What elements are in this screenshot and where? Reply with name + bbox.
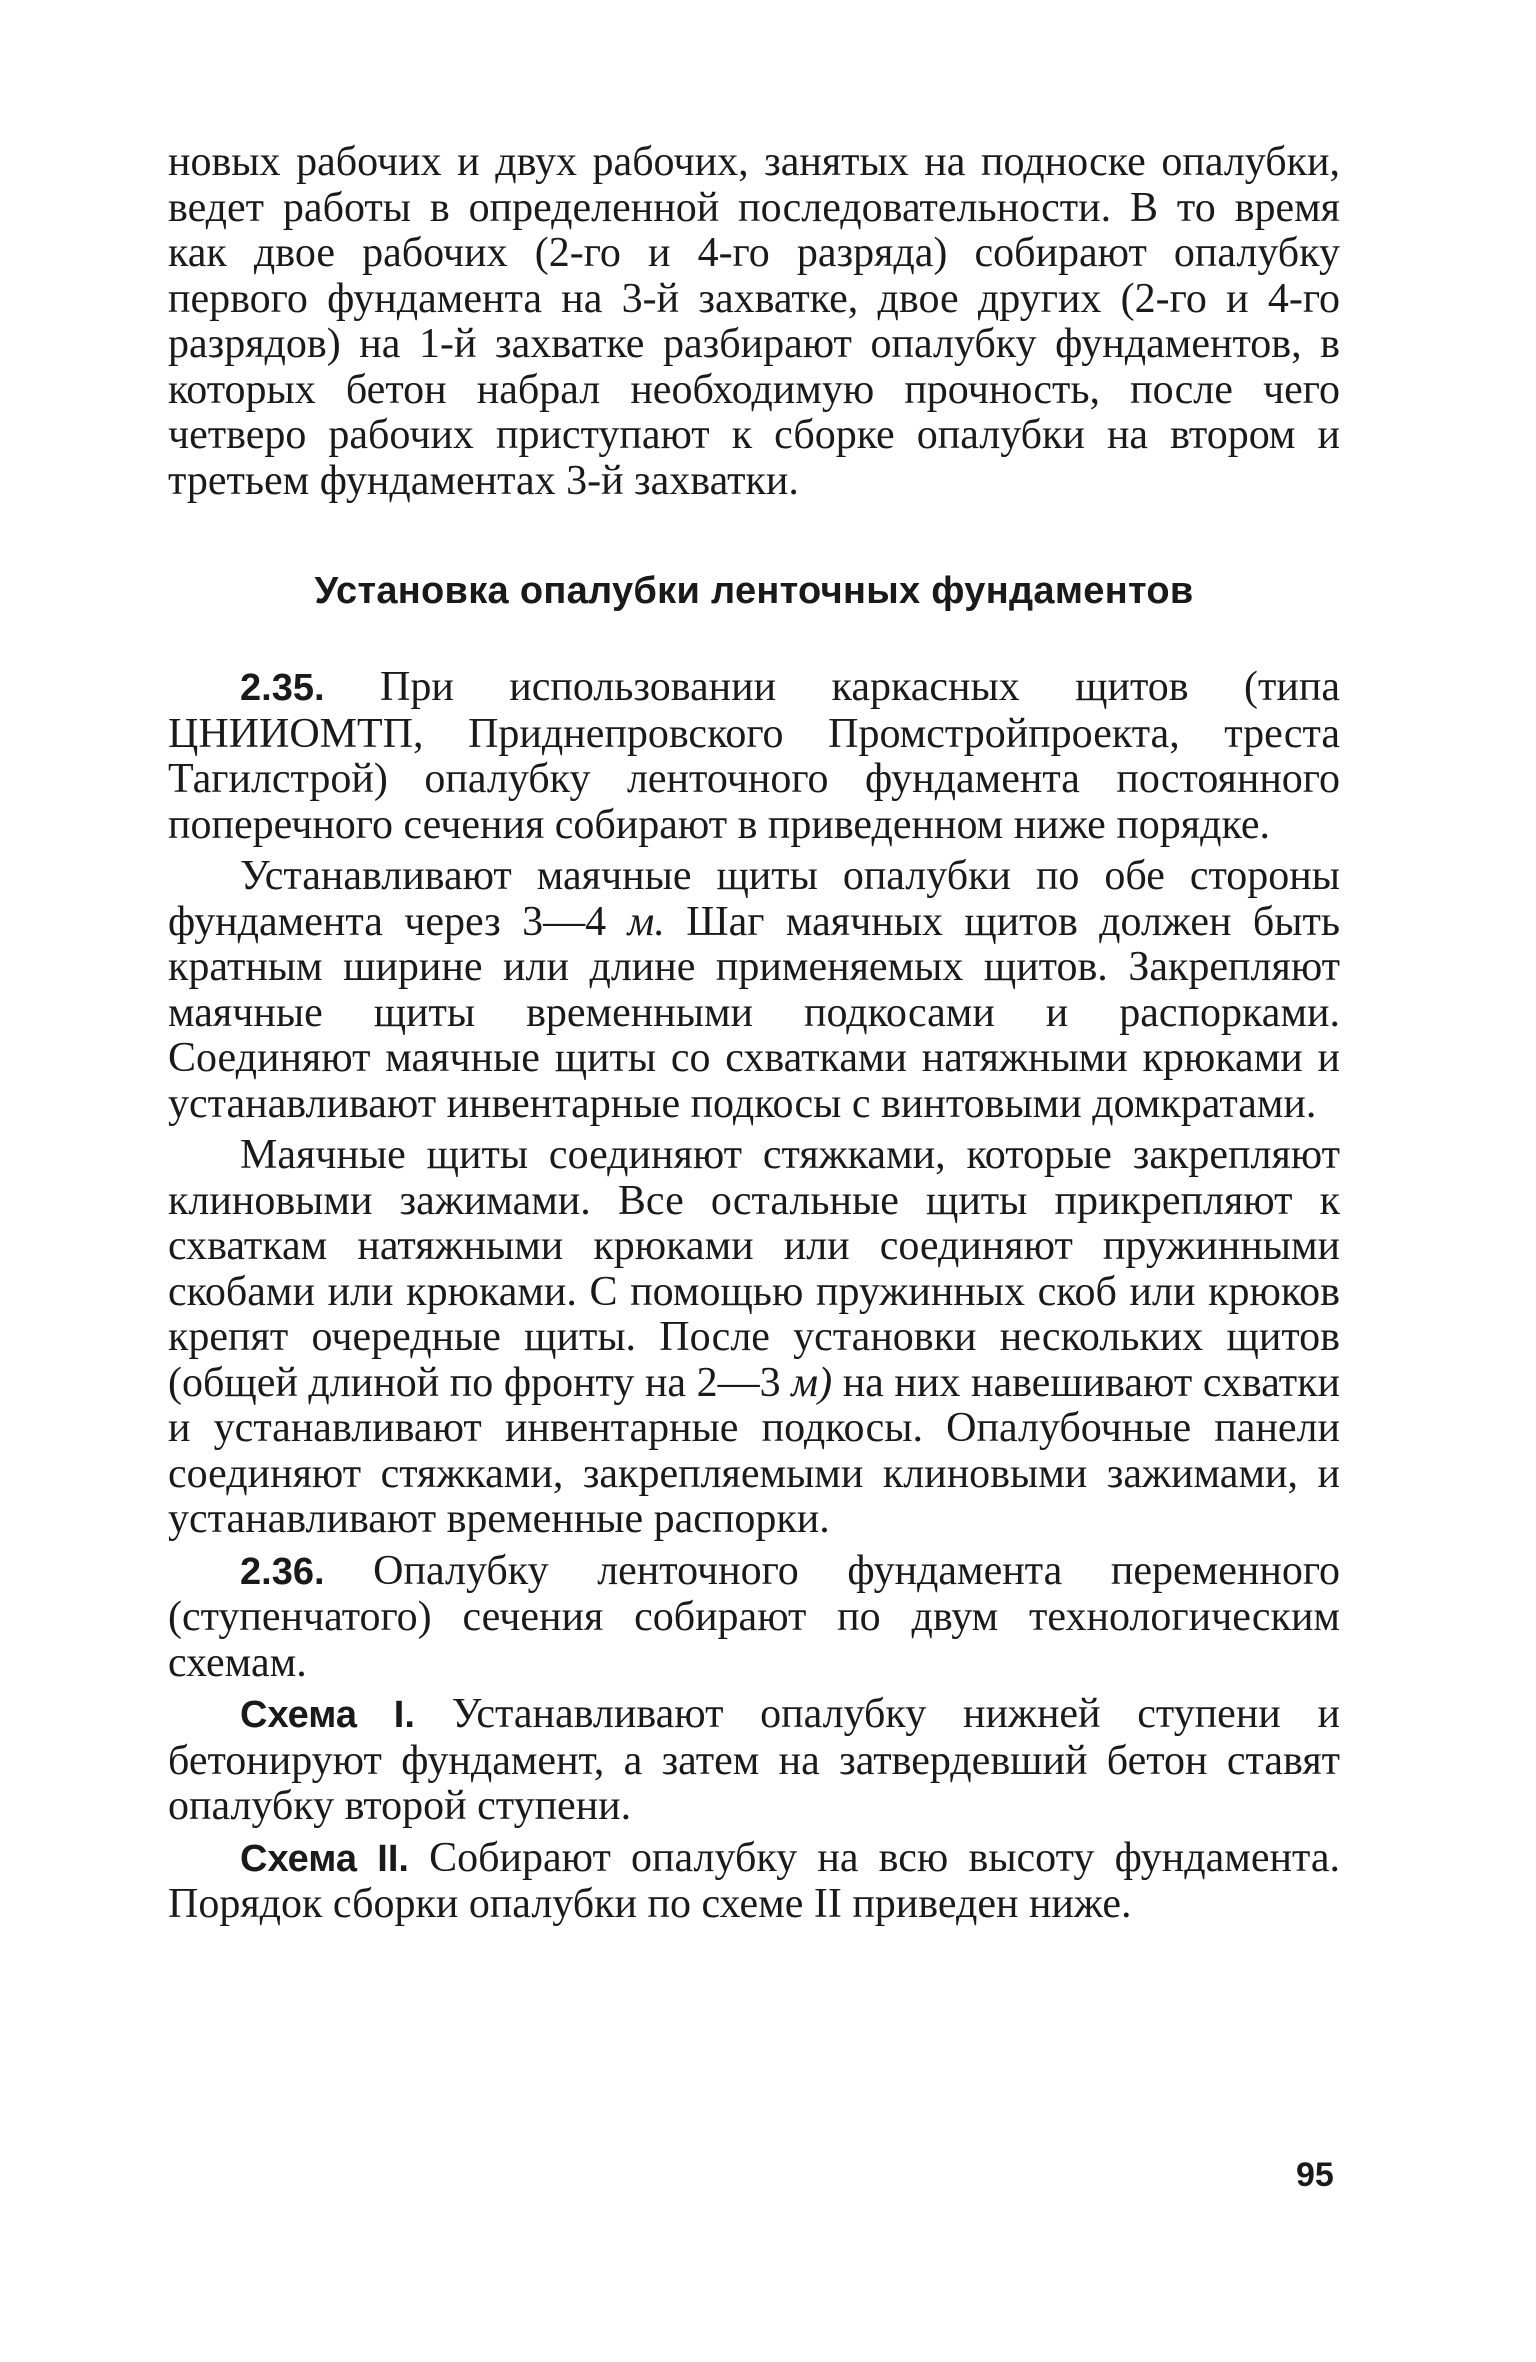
paragraph-2-36-text: Опалубку ленточного фундамента переменного (ступенчатого) сечения собирают по двум технологическим схемам. xyxy=(168,1547,1341,1686)
scheme-2-text: Собирают опалубку на всю высоту фундамента. Порядок сборки опалубки по схеме II приведен ниже. xyxy=(168,1834,1340,1927)
section-heading: Установка опалубки ленточных фундаментов xyxy=(314,570,1194,612)
unit-meters: м. xyxy=(627,898,665,945)
paragraph-beacon-panels-text-b: Шаг маячных щитов должен быть кратным ширине или длине применяемых щитов. Закрепляют маячные щиты временными подкосами и распорками. Соединяют маячные щиты со схватками натяжными крюками и устанавливают инвентарные подкосы с винтовыми домкратами. xyxy=(168,898,1341,1127)
clause-number-2-36: 2.36. xyxy=(240,1550,325,1593)
paragraph-scheme-1 xyxy=(168,1692,1340,1830)
paragraph-2-35-text: При использовании каркасных щитов (типа ЦНИИОМТП, Приднепровского Промстройпроекта, треста Тагилстрой) опалубку ленточного фундамента постоянного поперечного сечения собирают в приведенном ниже порядке. xyxy=(168,664,1340,848)
scheme-1-text: Устанавливают опалубку нижней ступени и бетонируют фундамент, а затем на затвердевший бетон ставят опалубку второй ступени. xyxy=(168,1691,1340,1829)
page-number: 95 xyxy=(1296,2156,1334,2194)
paragraph-tie-rods-text-a: Маячные щиты соединяют стяжками, которые закрепляют клиновыми зажимами. Все остальные щиты прикрепляют к схваткам натяжными крюками или соединяют пружинными скобами или крюками. С помощью пружинных скоб или крюков крепят очередные щиты. После установки нескольких щитов (общей длиной по фронту на 2—3 xyxy=(168,1132,1340,1406)
paragraph-2-35 xyxy=(168,665,1340,848)
paragraph-continuation: новых рабочих и двух рабочих, занятых на подноске опалубки, ведет работы в определенной последовательности. В то время как двое рабочих (2-го и 4-го разряда) собирают опалубку первого фундамента на 3-й захватке, двое других (2-го и 4-го разрядов) на 1-й захватке разбирают опалубку фундаментов, в которых бетон набрал необходимую прочность, после чего четверо рабочих приступают к сборке опалубки на втором и третьем фундаментах 3-й захватки. xyxy=(168,139,1340,504)
paragraph-beacon-panels-text-a: Устанавливают маячные щиты опалубки по обе стороны фундамента через 3—4 xyxy=(168,853,1340,945)
paragraph-2-36 xyxy=(168,1549,1340,1687)
clause-number-2-35: 2.35. xyxy=(240,667,325,709)
paragraph-beacon-panels xyxy=(168,854,1340,1127)
scheme-1-label: Схема I. xyxy=(240,1694,415,1736)
paragraph-tie-rods-text-b: на них навешивают схватки и устанавливают инвентарные подкосы. Опалубочные панели соединяют стяжками, закрепляемыми клиновыми зажимами, и устанавливают временные распорки. xyxy=(168,1359,1340,1542)
paragraph-scheme-2 xyxy=(168,1836,1340,1928)
unit-meters-2: м) xyxy=(791,1359,833,1406)
paragraph-tie-rods xyxy=(168,1133,1340,1543)
page-content xyxy=(168,140,1340,1928)
scheme-2-label: Схема II. xyxy=(240,1837,409,1880)
